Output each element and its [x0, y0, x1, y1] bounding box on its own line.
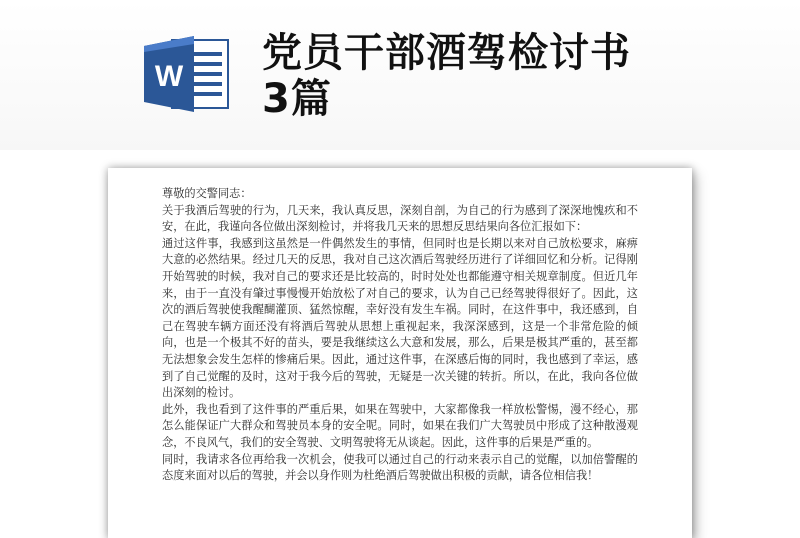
document-title [262, 30, 732, 122]
svg-text:W: W [154, 60, 184, 93]
salutation: 尊敬的交警同志： [162, 187, 252, 200]
document-body [162, 186, 638, 485]
document-title-line-1: 党员干部酒驾检讨书 [262, 30, 631, 76]
paragraph-2: 通过这件事，我感到这虽然是一件偶然发生的事情，但同时也是长期以来对自己放松要求，麻痹大意的必然结果。经过几天的反思，我对自己这次酒后驾驶经历进行了详细回忆和分析。记得刚开始驾驶的时候，我对自己的要求还是比较高的，时时处处也都能遵守相关规章制度。但近几年来，由于一直没有肇过事慢慢开始放松了对自己的要求，认为自己已经驾驶得很好了。因此，这次的酒后驾驶使我醒醐灌顶、猛然惊醒，幸好没有发生车祸。同时，在这件事中，我还感到，自己在驾驶车辆方面还没有将酒后驾驶从思想上重视起来，我深深感到，这是一个非常危险的倾向，也是一个极其不好的苗头，要是我继续这么大意和发展，那么，后果是极其严重的，甚至都无法想象会发生怎样的惨痛后果。因此，通过这件事，在深感后悔的同时，我也感到了幸运，感到了自己觉醒的及时，这对于我今后的驾驶，无疑是一次关键的转折。所以，在此，我向各位做出深刻的检讨。 [162, 236, 638, 400]
paragraph-4: 同时，我请求各位再给我一次机会，使我可以通过自己的行动来表示自己的觉醒，以加倍警醒的态度来面对以后的驾驶，并会以身作则为杜绝酒后驾驶做出积极的贡献，请各位相信我！ [162, 452, 638, 483]
paragraph-3: 此外，我也看到了这件事的严重后果，如果在驾驶中，大家都像我一样放松警惕，漫不经心，那怎么能保证广大群众和驾驶员本身的安全呢。同时，如果在我们广大驾驶员中形成了这种散漫观念，不良风气，我们的安全驾驶、文明驾驶将无从谈起。因此，这件事的后果是严重的。 [162, 402, 638, 449]
paragraph-1: 关于我酒后驾驶的行为，几天来，我认真反思，深刻自剖，为自己的行为感到了深深地愧疚和不安，在此，我谨向各位做出深刻检讨，并将我几天来的思想反思结果向各位汇报如下： [162, 203, 638, 234]
document-title-line-2: 3篇 [262, 76, 332, 122]
word-document-icon [142, 34, 232, 114]
